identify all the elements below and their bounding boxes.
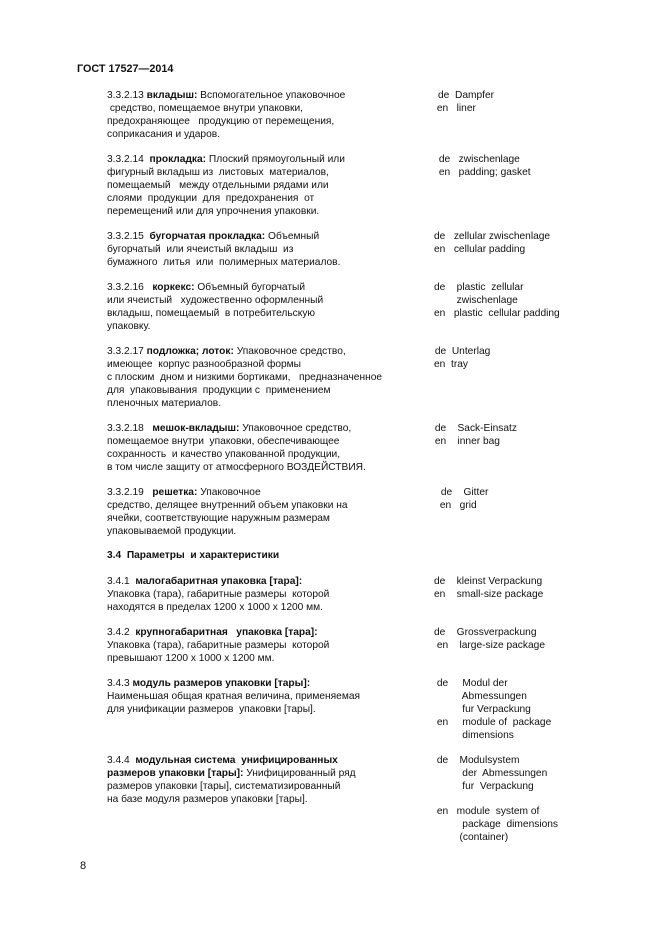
definition-line: [107, 230, 319, 243]
definition-text: Унифицированный ряд: [243, 768, 356, 779]
definition-line: средство, делящее внутренний объем упаковки на: [107, 500, 348, 511]
foreign-equivalent-line: de zwischenlage: [436, 154, 520, 165]
definition-line: на базе модуля размеров упаковки [тары].: [107, 794, 308, 805]
foreign-equivalent-line: zwischenlage: [434, 295, 518, 306]
foreign-equivalent-line: en large-size package: [434, 640, 545, 651]
definition-line: [107, 575, 302, 588]
term-number: 3.3.2.18: [107, 423, 153, 434]
term-name: прокладка:: [149, 154, 207, 165]
term-number: 3.3.2.19: [107, 487, 153, 498]
definition-line: средство, помещаемое внутри упаковки,: [107, 103, 303, 114]
term-name: модульная система унифицированных: [135, 755, 338, 766]
definition-line: пленочных материалов.: [107, 398, 222, 409]
definition-text: Упаковочное: [197, 487, 261, 498]
document-header: ГОСТ 17527—2014: [77, 63, 174, 75]
term-number: 3.4.2: [107, 627, 136, 638]
term-name: вкладыш:: [146, 90, 198, 101]
term-name: коркекс:: [152, 282, 195, 293]
definition-line: [107, 345, 346, 358]
definition-line: помещаемый между отдельными рядами или: [107, 180, 329, 191]
foreign-equivalent-line: der Abmessungen: [434, 768, 548, 779]
definition-line: [107, 754, 338, 767]
definition-line: бугорчатый или ячеистый вкладыш из: [107, 244, 294, 255]
definition-line: бумажного литья или полимерных материалов.: [107, 257, 341, 268]
term-name: модуль размеров упаковки [тары]:: [132, 678, 311, 689]
definition-line: Упаковка (тара), габаритные размеры которой: [107, 640, 330, 651]
term-number: 3.3.2.13: [107, 90, 147, 101]
foreign-equivalent-line: en inner bag: [432, 436, 500, 447]
term-name: мешок-вкладыш:: [152, 423, 240, 434]
term-number: 3.3.2.17: [107, 346, 147, 357]
definition-text: Плоский прямоугольный или: [206, 154, 345, 165]
foreign-equivalent-line: de Sack-Einsatz: [432, 423, 517, 434]
foreign-equivalent-line: de zellular zwischenlage: [434, 231, 551, 242]
definition-line: превышают 1200 х 1000 х 1200 мм.: [107, 653, 275, 664]
definition-text: Объемный бугорчатый: [194, 282, 306, 293]
term-number: 3.4.1: [107, 576, 136, 587]
foreign-equivalent-line: en tray: [434, 359, 468, 370]
definition-text: Упаковочное средство,: [239, 423, 352, 434]
definition-text: Объемный: [265, 231, 320, 242]
term-name: решетка:: [152, 487, 198, 498]
foreign-equivalent-line: de Grossverpackung: [434, 627, 537, 638]
definition-line: Наименьшая общая кратная величина, применяемая: [107, 691, 361, 702]
definition-line: сохранность и качество упакованной продукции,: [107, 449, 341, 460]
definition-line: помещаемое внутри упаковки, обеспечивающее: [107, 436, 340, 447]
definition-line: размеров упаковки [тары], систематизированный: [107, 781, 341, 792]
foreign-equivalent-line: package dimensions: [434, 819, 559, 830]
foreign-equivalent-line: en padding; gasket: [436, 167, 531, 178]
term-name: подложка; лоток:: [146, 346, 234, 357]
definition-line: предохраняющее продукцию от перемещения,: [107, 116, 335, 127]
foreign-equivalent-line: en module of package: [434, 717, 552, 728]
term-number: 3.4.3: [107, 678, 133, 689]
definition-line: или ячеистый художественно оформленный: [107, 295, 324, 306]
definition-line: с плоским дном и низкими бортиками, предназначенное: [107, 372, 383, 383]
foreign-equivalent-line: en small-size package: [434, 589, 544, 600]
term-number: 3.3.2.16: [107, 282, 153, 293]
foreign-equivalent-line: en grid: [437, 500, 477, 511]
definition-line: упаковываемой продукции.: [107, 526, 237, 537]
definition-line: упаковку.: [107, 321, 151, 332]
definition-line: вкладыш, помещаемый в потребительскую: [107, 308, 316, 319]
term-name: размеров упаковки [тары]:: [107, 768, 244, 779]
foreign-equivalent-line: de kleinst Verpackung: [434, 576, 543, 587]
definition-line: имеющее корпус разнообразной формы: [107, 359, 302, 370]
definition-line: [107, 153, 345, 166]
definition-line: [107, 281, 305, 294]
foreign-equivalent-line: de Modulsystem: [434, 755, 520, 766]
foreign-equivalent-line: Abmessungen: [434, 691, 527, 702]
definition-text: Вспомогательное упаковочное: [197, 90, 346, 101]
foreign-equivalent-line: de plastic zellular: [434, 282, 524, 293]
page-number: 8: [80, 860, 87, 872]
term-name: малогабаритная упаковка [тара]:: [135, 576, 303, 587]
foreign-equivalent-line: en module system of: [434, 806, 540, 817]
definition-line: [107, 486, 261, 499]
definition-line: соприкасания и ударов.: [107, 129, 220, 140]
definition-line: [107, 626, 318, 639]
foreign-equivalent-line: (container): [434, 832, 509, 843]
foreign-equivalent-line: fur Verpackung: [434, 704, 531, 715]
term-number: 3.3.2.15: [107, 231, 150, 242]
term-number: 3.4.4: [107, 755, 136, 766]
definition-line: находятся в пределах 1200 х 1000 х 1200 мм.: [107, 602, 324, 613]
term-name: бугорчатая прокладка:: [149, 231, 266, 242]
definition-line: Упаковка (тара), габаритные размеры которой: [107, 589, 330, 600]
definition-line: фигурный вкладыш из листовых материалов,: [107, 167, 329, 178]
foreign-equivalent-line: dimensions: [434, 730, 514, 741]
foreign-equivalent-line: fur Verpackung: [434, 781, 534, 792]
foreign-equivalent-line: en plastic cellular padding: [434, 308, 560, 319]
foreign-equivalent-line: de Modul der: [434, 678, 508, 689]
term-name: крупногабаритная упаковка [тара]:: [135, 627, 318, 638]
foreign-equivalent-line: de Gitter: [438, 487, 489, 498]
definition-line: [107, 89, 345, 102]
definition-text: Упаковочное средство,: [233, 346, 346, 357]
section-heading: 3.4 Параметры и характеристики: [107, 550, 280, 561]
term-number: 3.3.2.14: [107, 154, 150, 165]
definition-line: перемещений или для упрочнения упаковки.: [107, 206, 320, 217]
foreign-equivalent-line: de Dampfer: [438, 90, 495, 101]
foreign-equivalent-line: en cellular padding: [434, 244, 526, 255]
definition-line: для унификации размеров упаковки [тары].: [107, 704, 316, 715]
definition-line: в том числе защиту от атмосферного ВОЗДЕЙСТВИЯ.: [107, 462, 366, 473]
definition-line: [107, 767, 356, 780]
definition-line: для упаковывания продукции с применением: [107, 385, 331, 396]
definition-line: [107, 677, 310, 690]
foreign-equivalent-line: de Unterlag: [432, 346, 491, 357]
definition-line: [107, 422, 351, 435]
foreign-equivalent-line: en liner: [434, 103, 476, 114]
definition-line: ячейки, соответствующие наружным размерам: [107, 513, 330, 524]
definition-line: слоями продукции для предохранения от: [107, 193, 315, 204]
